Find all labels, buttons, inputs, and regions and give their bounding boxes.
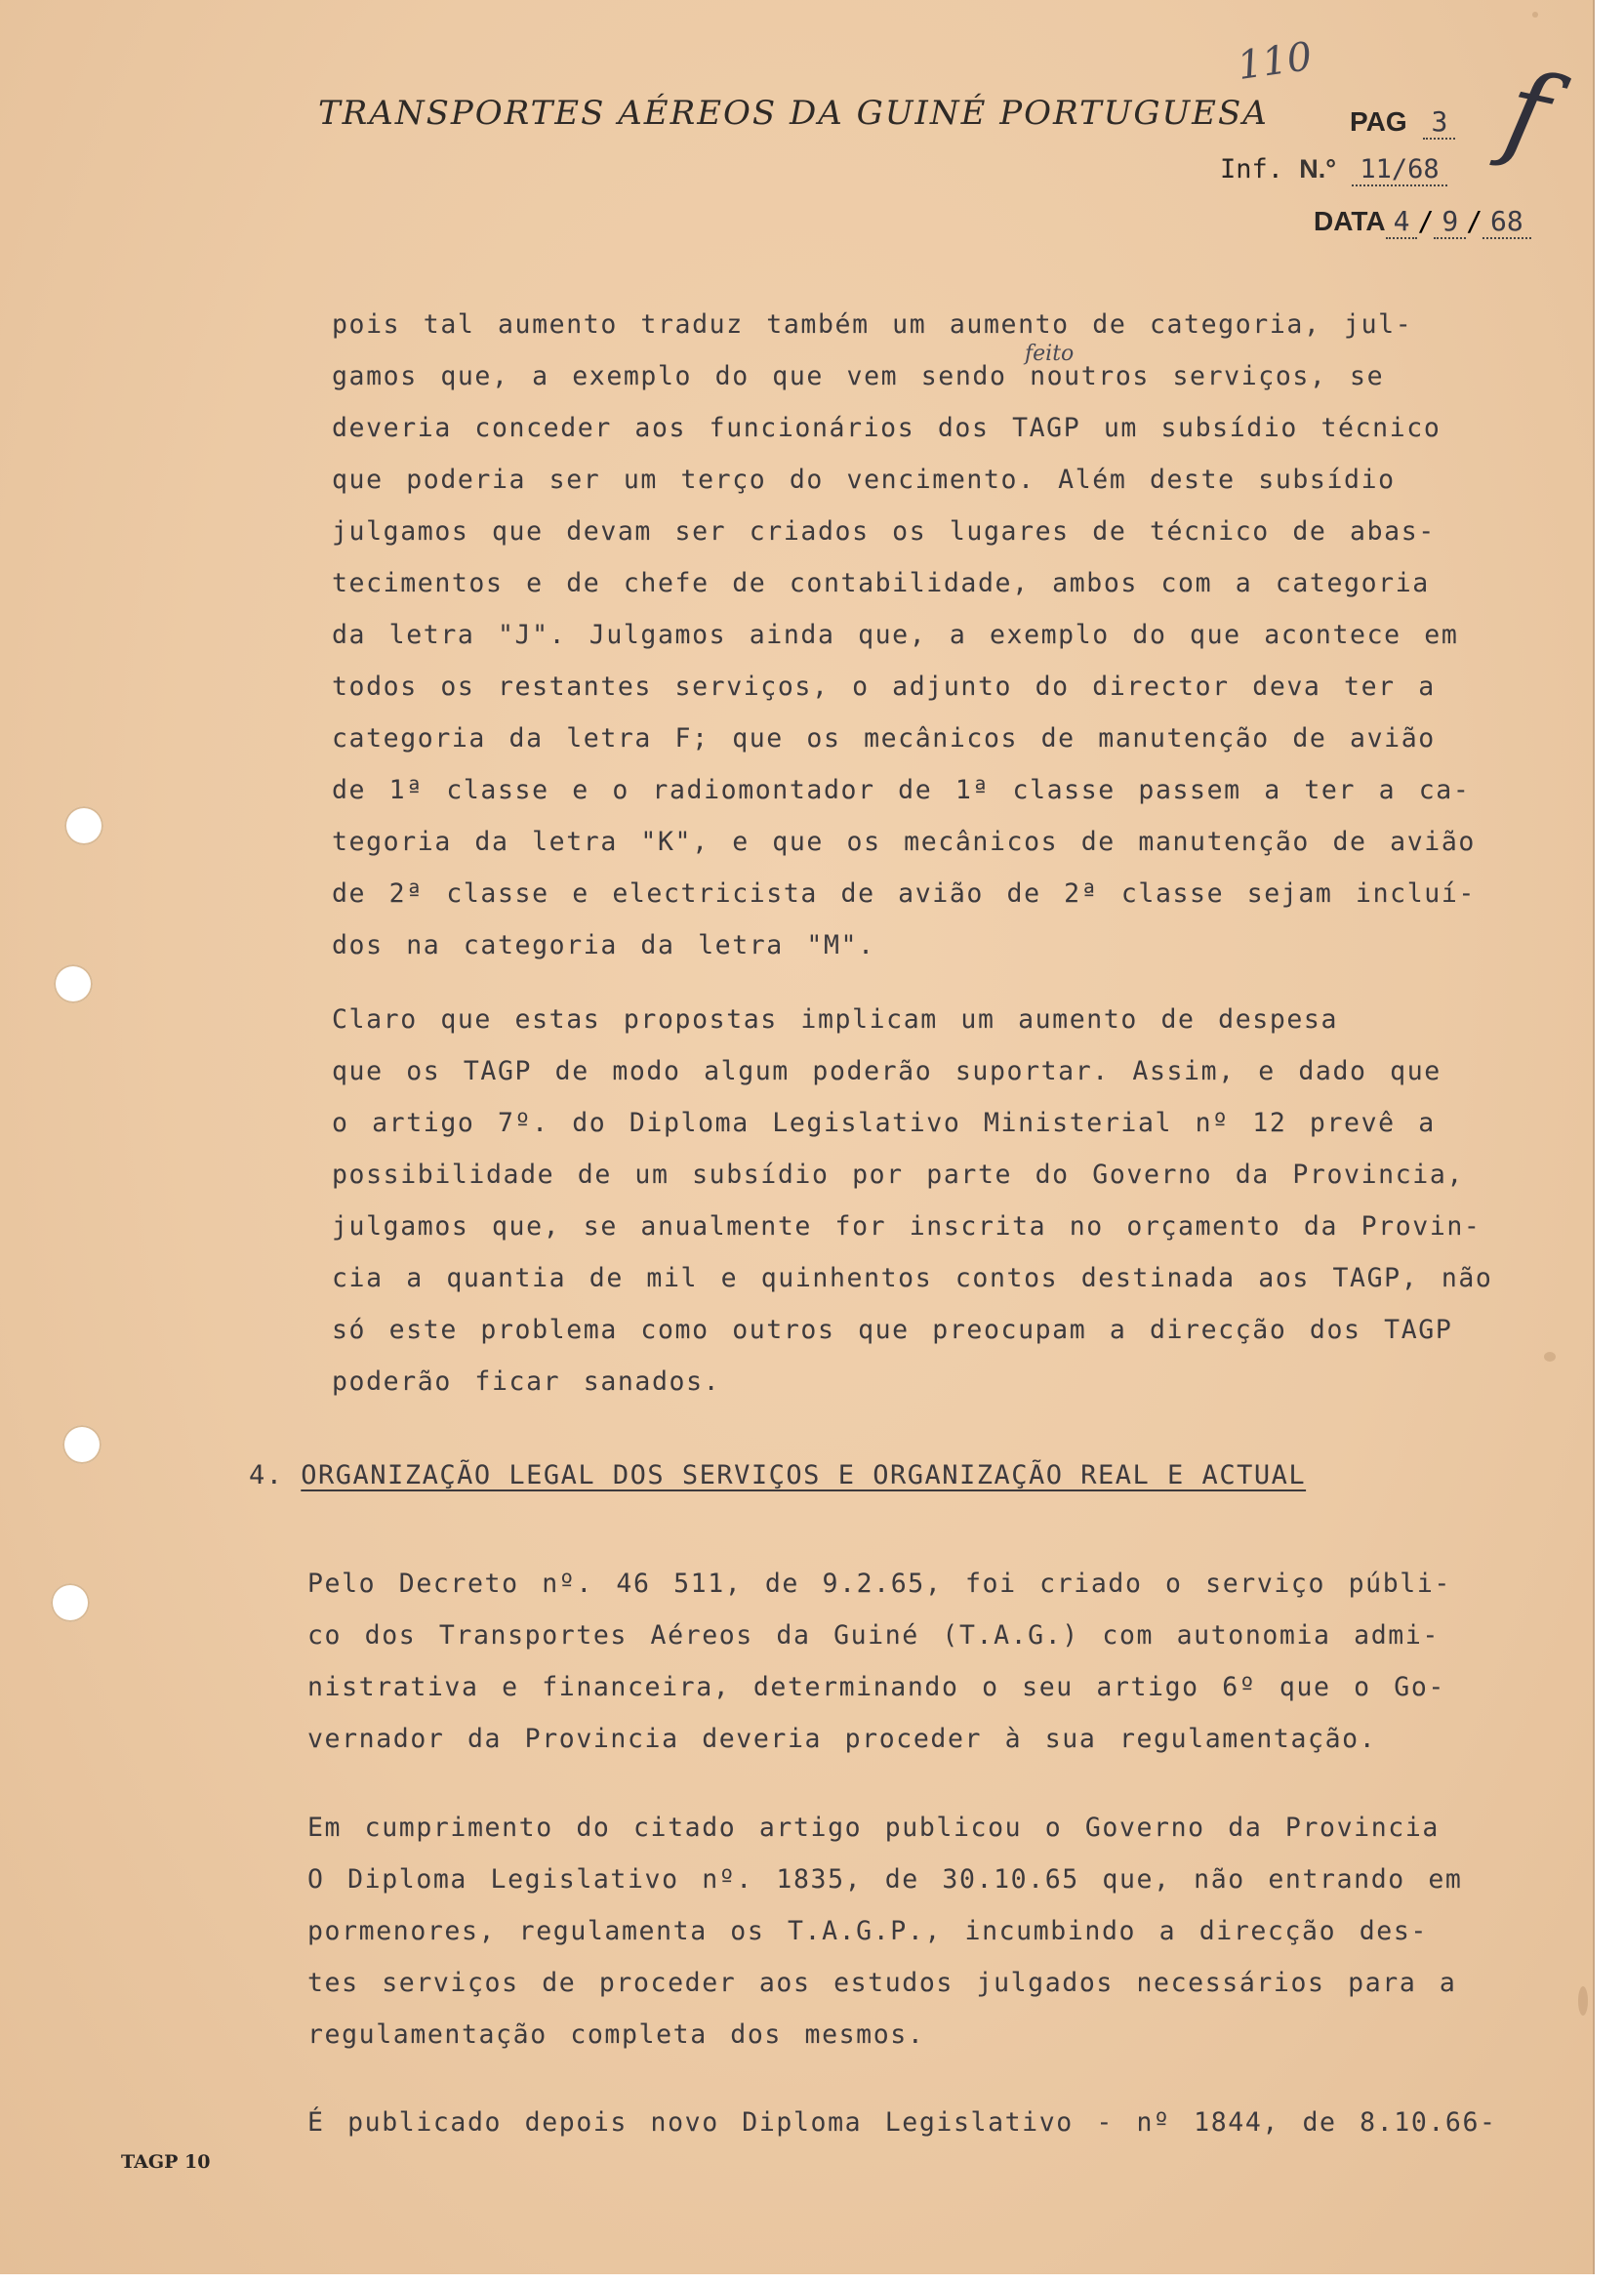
date-year: 68 bbox=[1482, 205, 1531, 239]
text-line: Claro que estas propostas implicam um aumento de despesa bbox=[332, 1004, 1339, 1035]
paragraph bbox=[332, 299, 1476, 971]
paragraph bbox=[307, 1558, 1451, 1765]
handwritten-initials: f bbox=[1495, 47, 1561, 178]
text-line: O Diploma Legislativo nº. 1835, de 30.10.65 que, não entrando em bbox=[307, 1864, 1463, 1895]
text-line: É publicado depois novo Diploma Legislativo - nº 1844, de 8.10.66- bbox=[307, 2107, 1497, 2138]
text-line: que poderia ser um terço do vencimento. Além deste subsídio bbox=[332, 465, 1396, 495]
text-line: julgamos que devam ser criados os lugares de técnico de abas- bbox=[332, 516, 1436, 547]
date-day: 4 bbox=[1386, 205, 1418, 239]
text-line: tes serviços de proceder aos estudos julgados necessários para a bbox=[307, 1968, 1457, 1998]
handwritten-insertion: feito bbox=[1025, 342, 1075, 366]
text-line: da letra "J". Julgamos ainda que, a exemplo do que acontece em bbox=[332, 620, 1459, 650]
text-line: pormenores, regulamenta os T.A.G.P., incumbindo a direcção des- bbox=[307, 1916, 1428, 1946]
date-month: 9 bbox=[1434, 205, 1466, 239]
stain bbox=[1544, 1352, 1556, 1362]
stain bbox=[1578, 1986, 1588, 2016]
punch-hole bbox=[51, 1583, 90, 1622]
text-line: o artigo 7º. do Diploma Legislativo Ministerial nº 12 prevê a bbox=[332, 1108, 1436, 1138]
punch-hole bbox=[62, 1425, 102, 1464]
paragraph bbox=[307, 1802, 1462, 2060]
text-line: vernador da Provincia deveria proceder à sua regulamentação. bbox=[307, 1724, 1377, 1754]
text-line: co dos Transportes Aéreos da Guiné (T.A.G.) com autonomia admi- bbox=[307, 1620, 1440, 1651]
text-line: cia a quantia de mil e quinhentos contos destinada aos TAGP, não bbox=[332, 1263, 1493, 1293]
text-line: Em cumprimento do citado artigo publicou o Governo da Provincia bbox=[307, 1813, 1440, 1843]
text-line: Pelo Decreto nº. 46 511, de 9.2.65, foi criado o serviço públi- bbox=[307, 1569, 1451, 1599]
text-line: só este problema como outros que preocupam a direcção dos TAGP bbox=[332, 1315, 1453, 1345]
text-line: gamos que, a exemplo do que vem sendo noutros serviços, se bbox=[332, 361, 1385, 391]
text-line: de 2ª classe e electricista de avião de 2ª classe sejam incluí- bbox=[332, 878, 1476, 909]
stain bbox=[1532, 12, 1538, 18]
letterhead-title: TRANSPORTES AÉREOS DA GUINÉ PORTUGUESA bbox=[318, 94, 1269, 133]
date-field: DATA 4 / 9 / 68 bbox=[1314, 205, 1531, 237]
inf-label: Inf. bbox=[1220, 154, 1284, 184]
text-line: tegoria da letra "K", e que os mecânicos de manutenção de avião bbox=[332, 827, 1476, 857]
date-label: DATA bbox=[1314, 206, 1386, 236]
paragraph bbox=[307, 2097, 1497, 2148]
text-line: que os TAGP de modo algum poderão suportar. Assim, e dado que bbox=[332, 1056, 1441, 1086]
text-line: julgamos que, se anualmente for inscrita no orçamento da Provin- bbox=[332, 1211, 1482, 1242]
text-line: tecimentos e de chefe de contabilidade, ambos com a categoria bbox=[332, 568, 1430, 598]
page-number-field bbox=[1350, 105, 1455, 138]
page-value: 3 bbox=[1423, 105, 1455, 140]
text-line: possibilidade de um subsídio por parte do Governo da Provincia, bbox=[332, 1160, 1464, 1190]
page-label: PAG bbox=[1350, 106, 1407, 137]
inf-number-field bbox=[1220, 154, 1447, 184]
handwritten-folio-number: 110 bbox=[1235, 33, 1316, 90]
text-line: categoria da letra F; que os mecânicos de manutenção de avião bbox=[332, 723, 1436, 754]
text-line: poderão ficar sanados. bbox=[332, 1366, 721, 1397]
inf-n-label: N.° bbox=[1299, 154, 1337, 184]
text-line: regulamentação completa dos mesmos. bbox=[307, 2019, 925, 2050]
text-line: todos os restantes serviços, o adjunto do director deva ter a bbox=[332, 672, 1436, 702]
paragraph bbox=[332, 994, 1492, 1407]
text-line: nistrativa e financeira, determinando o seu artigo 6º que o Go- bbox=[307, 1672, 1445, 1702]
section-title: ORGANIZAÇÃO LEGAL DOS SERVIÇOS E ORGANIZAÇÃO REAL E ACTUAL bbox=[301, 1460, 1307, 1490]
text-line: dos na categoria da letra "M". bbox=[332, 930, 875, 960]
text-line: pois tal aumento traduz também um aumento de categoria, jul- bbox=[332, 309, 1413, 340]
punch-hole bbox=[54, 964, 93, 1003]
text-line: deveria conceder aos funcionários dos TAGP um subsídio técnico bbox=[332, 413, 1441, 443]
section-number: 4. bbox=[249, 1460, 284, 1490]
form-code: TAGP 10 bbox=[121, 2151, 211, 2173]
inf-value: 11/68 bbox=[1352, 154, 1446, 186]
punch-hole bbox=[64, 806, 103, 845]
section-heading bbox=[249, 1460, 1306, 1490]
text-line: de 1ª classe e o radiomontador de 1ª classe passem a ter a ca- bbox=[332, 775, 1471, 805]
